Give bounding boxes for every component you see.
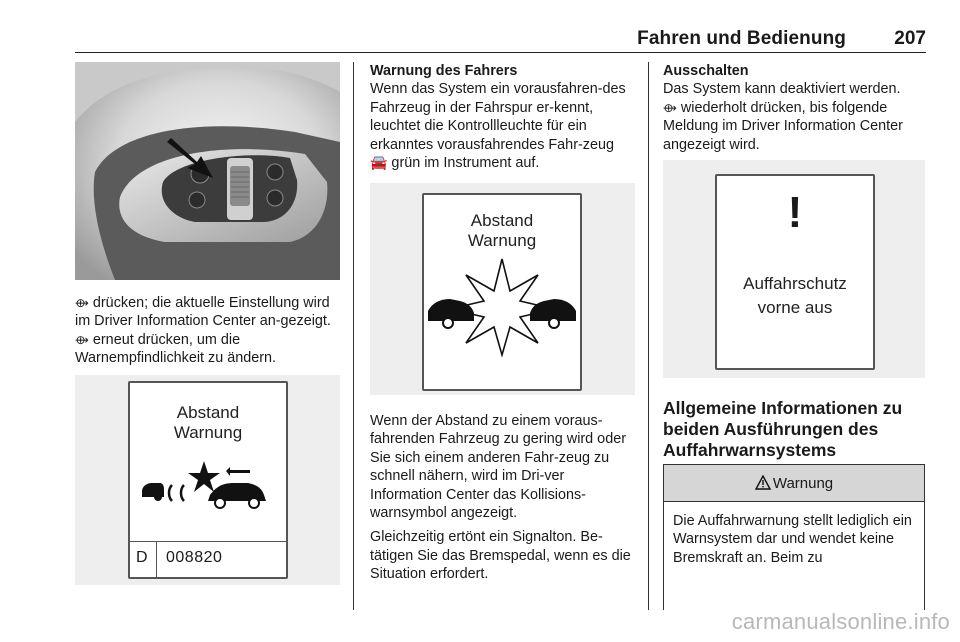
column-divider-1 — [353, 62, 354, 610]
collision-alert-icon: ⟴ — [75, 296, 89, 310]
display-figure-2 — [370, 183, 635, 395]
instruction-part-2: erneut drücken, um die Warnempfindlichkeit zu ändern. — [75, 331, 277, 367]
instruction-part-1: drücken; die aktuelle Einstellung wird im Driver Information Center an-gezeigt. — [75, 295, 331, 330]
section-heading-driver-warning: Warnung des Fahrers — [370, 63, 518, 79]
vehicle-ahead-icon: 🚘 — [370, 155, 388, 172]
display-line-1: Abstand — [176, 403, 240, 422]
display-line-1: Abstand — [470, 211, 534, 230]
paragraph-text: wiederholt drücken, bis folgende Meldung im Driver Information Center angezeigt wird. — [663, 99, 903, 153]
display-line-2: Warnung — [173, 423, 243, 442]
paragraph-collision-warning: Wenn der Abstand zu einem voraus-fahrenden Fahrzeug zu gering wird oder Sie sich einem anderen Fahr-zeug zu schnell nähern, wird im Dri-ver Information Center das Kollisions-warnsymbol angezeigt. — [370, 413, 626, 522]
display-line-2: vorne aus — [757, 298, 833, 317]
steering-wheel-image — [75, 62, 340, 280]
watermark: carmanualsonline.info — [731, 609, 950, 634]
exclamation-mark: ! — [787, 188, 803, 237]
column-3 — [663, 62, 928, 566]
warning-triangle-icon — [755, 475, 771, 490]
column-1 — [75, 62, 340, 566]
warning-box — [663, 464, 925, 610]
section-heading-switch-off: Ausschalten — [663, 63, 749, 79]
header-rule — [75, 52, 926, 53]
odometer: 008820 — [166, 549, 223, 566]
display-line-1: Auffahrschutz — [743, 274, 847, 293]
warning-box-title: Warnung — [772, 475, 834, 492]
page-header — [75, 22, 926, 52]
display-title — [130, 403, 286, 443]
column-divider-2 — [648, 62, 649, 610]
steering-wheel-photo — [75, 62, 340, 280]
dic-display — [422, 193, 582, 391]
instruction-text — [75, 294, 340, 368]
dic-display — [128, 381, 288, 579]
warning-box-body: Die Auffahrwarnung stellt lediglich ein Warnsystem dar und wendet keine Bremskraft an. Beim zu — [673, 513, 912, 566]
gear-indicator: D — [136, 549, 148, 566]
display-title — [424, 211, 580, 251]
paragraph-repeat-press — [663, 99, 928, 154]
warning-box-header — [664, 465, 924, 502]
display-message — [717, 272, 873, 320]
paragraph-vehicle-detected — [370, 80, 635, 172]
paragraph-text: grün im Instrument auf. — [387, 155, 540, 172]
collision-warning-graphic — [426, 257, 578, 357]
display-line-2: Warnung — [467, 231, 537, 250]
paragraph-signal-tone: Gleichzeitig ertönt ein Signalton. Be-tätigen Sie das Bremspedal, wenn es die Situation erfordert. — [370, 529, 631, 583]
dic-display — [715, 174, 875, 370]
page-number: 207 — [894, 28, 926, 49]
section-heading-general-info: Allgemeine Informationen zu beiden Ausführungen des Auffahrwarnsystems — [663, 398, 903, 460]
collision-alert-icon: ⟴ — [75, 332, 89, 347]
display-figure-1 — [75, 375, 340, 585]
chapter-title: Fahren und Bedienung — [637, 28, 846, 49]
paragraph-text: Wenn das System ein vorausfahren-des Fahrzeug in der Fahrspur er-kennt, leuchtet die Kontrollleuchte für ein erkanntes vorausfahrendes Fahr-zeug — [370, 81, 626, 153]
collision-text-block — [370, 412, 635, 584]
display-figure-3 — [663, 160, 925, 378]
collision-alert-icon: ⟴ — [663, 100, 677, 115]
distance-warning-graphic — [138, 459, 280, 511]
column-2 — [370, 62, 635, 583]
paragraph-deactivate: Das System kann deaktiviert werden. — [663, 81, 901, 98]
